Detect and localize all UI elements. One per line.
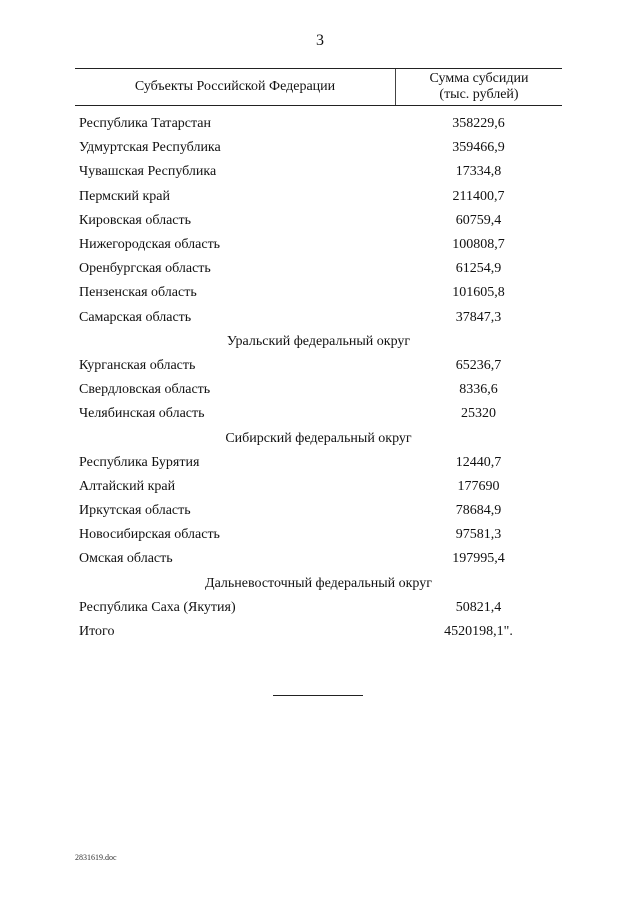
district-heading (75, 426, 562, 450)
table-row (75, 257, 562, 281)
region-name: Алтайский край (79, 478, 176, 494)
subsidy-amount: 100808,7 (452, 237, 505, 253)
table-row (75, 523, 562, 547)
region-name: Нижегородская область (79, 237, 221, 253)
table-row (75, 451, 562, 475)
subsidy-amount: 8336,6 (459, 382, 498, 398)
region-name: Иркутская область (79, 503, 191, 519)
region-name: Пензенская область (79, 285, 197, 301)
subsidy-amount: 78684,9 (455, 503, 502, 519)
table-row (75, 209, 562, 233)
table-row (75, 378, 562, 402)
table-row (75, 281, 562, 305)
district-heading (75, 330, 562, 354)
region-name: Удмуртская Республика (79, 140, 221, 156)
table-row (75, 402, 562, 426)
region-name: Пермский край (79, 188, 170, 204)
table-body (75, 106, 562, 644)
region-name: Новосибирская область (79, 527, 220, 543)
region-name: Свердловская область (79, 382, 211, 398)
region-name: Чувашская Республика (79, 164, 217, 180)
table-row (75, 475, 562, 499)
subsidy-amount: 4520198,1". (444, 624, 513, 640)
table-row (75, 306, 562, 330)
table-row (75, 233, 562, 257)
subsidy-amount: 17334,8 (455, 164, 502, 180)
subsidy-amount: 177690 (457, 478, 500, 494)
table-row (75, 185, 562, 209)
subsidy-amount: 61254,9 (455, 261, 502, 277)
region-name: Кировская область (79, 212, 192, 228)
subsidy-amount: 359466,9 (452, 140, 505, 156)
subsidy-amount: 211400,7 (452, 188, 505, 204)
table-row (75, 499, 562, 523)
end-rule (273, 695, 363, 696)
district-heading (75, 572, 562, 596)
region-name: Республика Саха (Якутия) (79, 599, 236, 615)
region-name: Итого (79, 624, 115, 640)
header-subsidy-line1: Сумма субсидии (429, 71, 529, 86)
subsidy-amount: 25320 (461, 406, 496, 422)
header-subjects: Субъекты Российской Федерации (134, 79, 336, 94)
subsidy-amount: 50821,4 (455, 599, 502, 615)
table-row (75, 596, 562, 620)
district-heading-label: Уральский федеральный округ (226, 333, 411, 349)
subsidy-amount: 101605,8 (452, 285, 505, 301)
table-header (75, 69, 562, 106)
table-row (75, 136, 562, 160)
subsidy-amount: 60759,4 (455, 212, 502, 228)
header-subsidy-line2: (тыс. рублей) (439, 87, 519, 102)
subsidy-amount: 197995,4 (452, 551, 505, 567)
subsidy-amount: 37847,3 (455, 309, 502, 325)
district-heading-label: Дальневосточный федеральный округ (205, 575, 432, 591)
subsidy-amount: 358229,6 (452, 116, 505, 132)
region-name: Курганская область (79, 357, 196, 373)
region-name: Республика Бурятия (79, 454, 200, 470)
region-name: Омская область (79, 551, 173, 567)
table-row (75, 620, 562, 644)
subsidy-table (75, 68, 562, 644)
table-row (75, 354, 562, 378)
region-name: Республика Татарстан (79, 116, 212, 132)
table-row (75, 547, 562, 571)
subsidy-amount: 97581,3 (455, 527, 502, 543)
document-id: 2831619.doc (75, 853, 117, 862)
region-name: Самарская область (79, 309, 192, 325)
region-name: Оренбургская область (79, 261, 211, 277)
table-row (75, 112, 562, 136)
page-number: 3 (316, 32, 324, 49)
subsidy-amount: 65236,7 (455, 357, 502, 373)
subsidy-amount: 12440,7 (455, 454, 502, 470)
table-row (75, 160, 562, 184)
header-subsidy (396, 69, 562, 105)
district-heading-label: Сибирский федеральный округ (225, 430, 412, 446)
region-name: Челябинская область (79, 406, 205, 422)
